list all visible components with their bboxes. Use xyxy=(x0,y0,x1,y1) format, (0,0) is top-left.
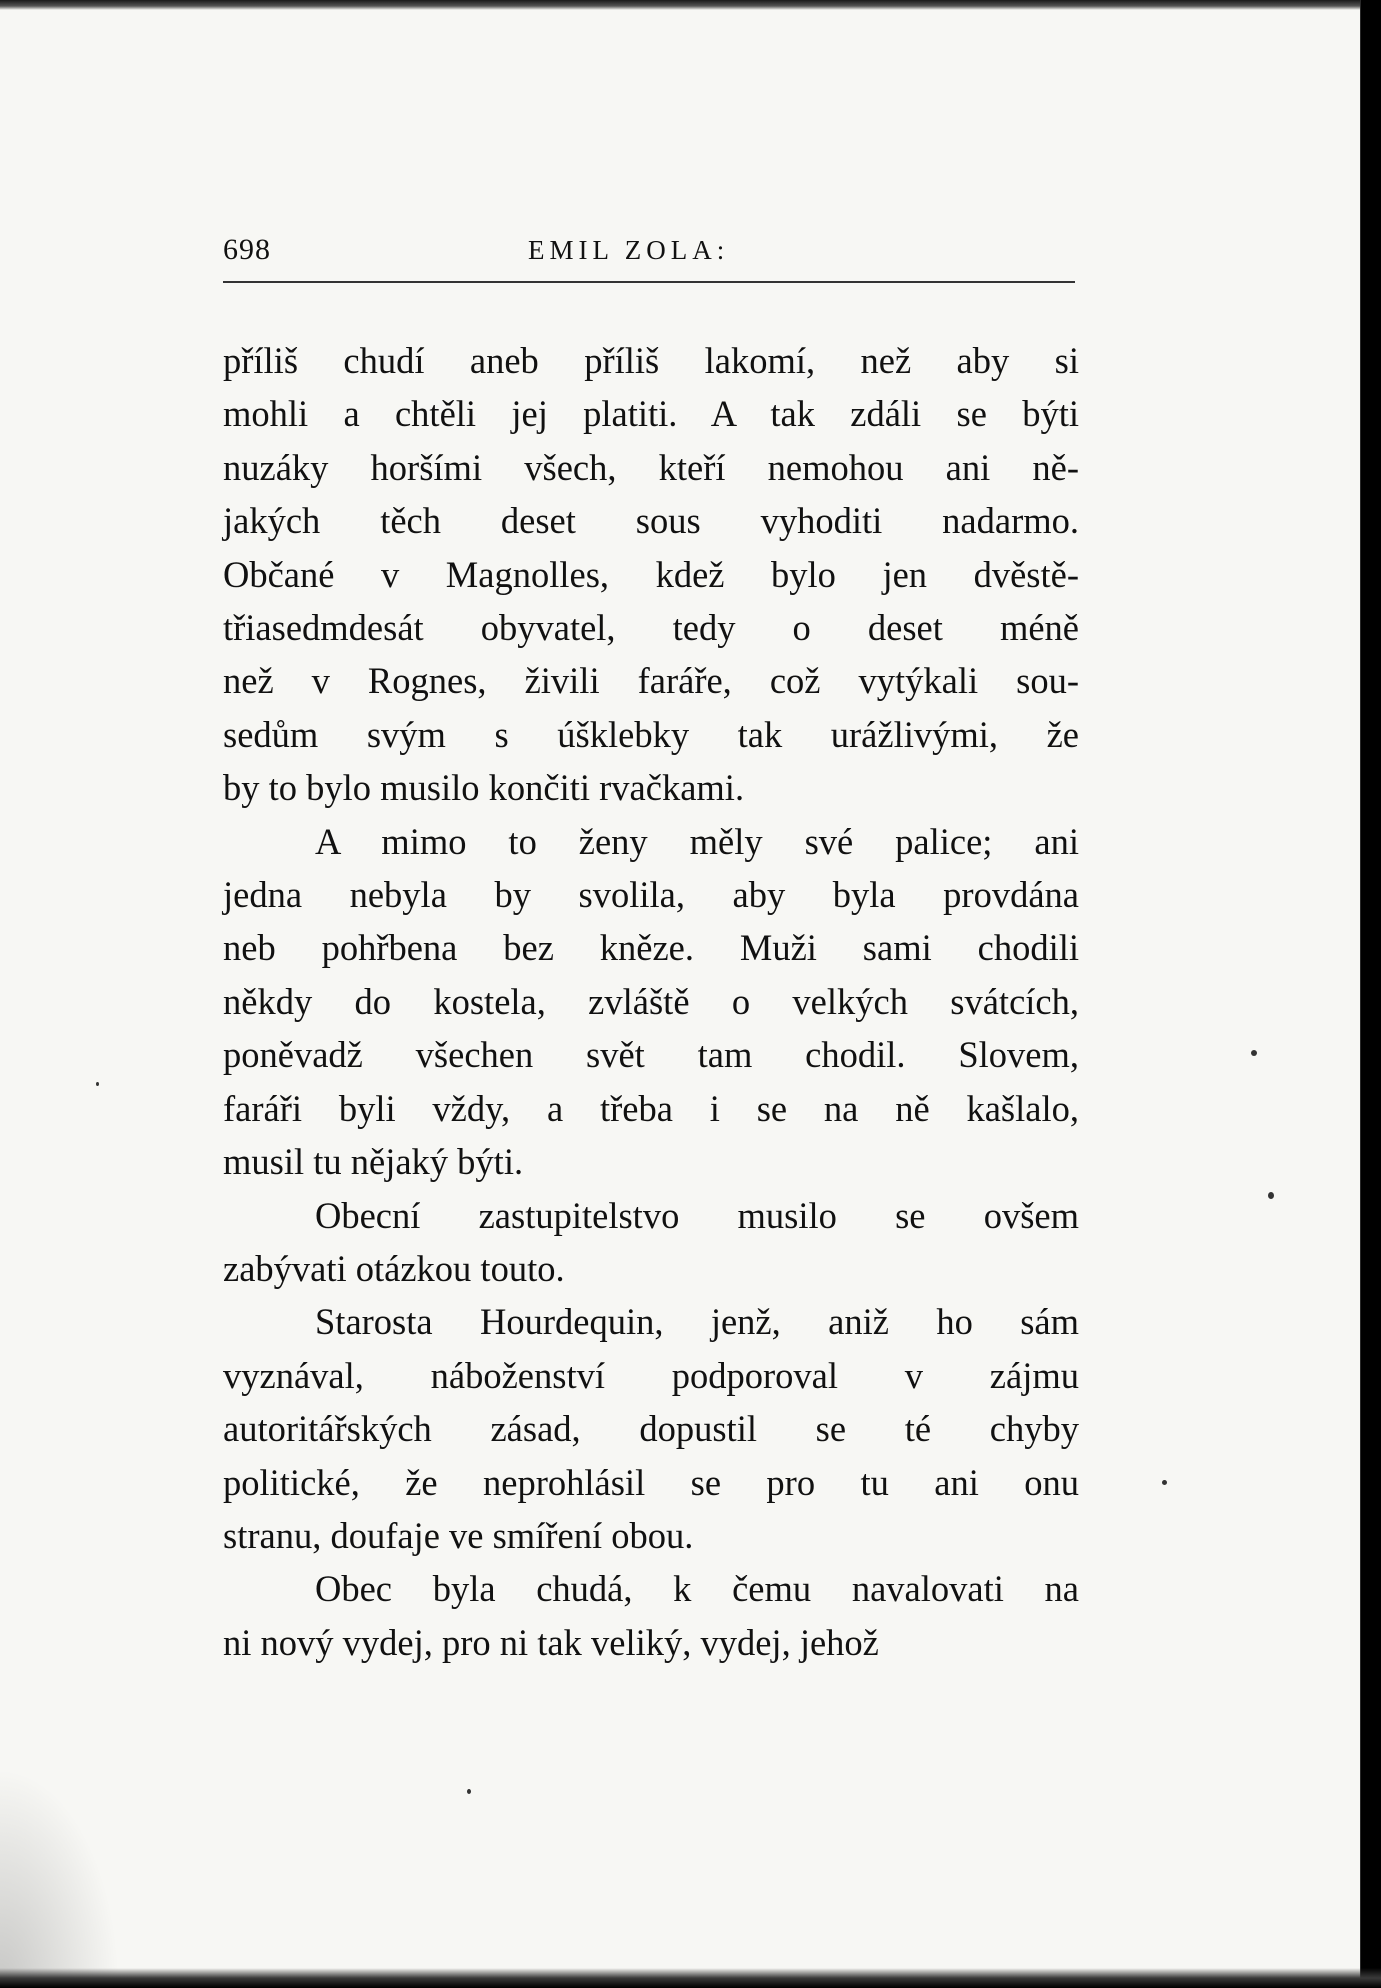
paragraph xyxy=(223,334,1079,815)
ink-speck xyxy=(1268,1192,1274,1199)
page-number: 698 xyxy=(223,233,271,266)
text-line: jedna nebyla by svolila, aby byla provdána xyxy=(223,874,1079,916)
text-line: poněvadž všechen svět tam chodil. Slovem, xyxy=(223,1034,1079,1076)
text-line: zabývati otázkou touto. xyxy=(223,1247,565,1289)
text-line: někdy do kostela, zvláště o velkých svátcích, xyxy=(223,980,1079,1022)
header-rule xyxy=(223,281,1075,283)
running-head: EMIL ZOLA: xyxy=(528,235,730,265)
text-line: vyznával, náboženství podporoval v zájmu xyxy=(223,1354,1079,1396)
ink-speck xyxy=(467,1789,471,1794)
ink-speck xyxy=(96,1082,99,1086)
text-line: Občané v Magnolles, kdež bylo jen dvěstě- xyxy=(223,553,1079,595)
text-line: A mimo to ženy měly své palice; ani xyxy=(315,820,1079,862)
text-line: by to bylo musilo končiti rvačkami. xyxy=(223,767,745,809)
text-line: nuzáky horšími všech, kteří nemohou ani ně- xyxy=(223,446,1079,488)
text-line: musil tu nějaký býti. xyxy=(223,1141,524,1183)
scan-edge-top xyxy=(0,0,1381,10)
scan-edge-bottom xyxy=(0,1968,1381,1988)
text-line: sedům svým s úšklebky tak urážlivými, že xyxy=(223,713,1079,755)
page-header xyxy=(223,225,1073,275)
scan-smudge xyxy=(0,1768,120,1988)
text-line: neb pohřbena bez kněze. Muži sami chodili xyxy=(223,927,1079,969)
text-line: Obecní zastupitelstvo musilo se ovšem xyxy=(315,1194,1079,1236)
body-text xyxy=(223,334,1079,1669)
text-line: než v Rognes, živili faráře, což vytýkali sou- xyxy=(223,660,1079,702)
text-line: příliš chudí aneb příliš lakomí, než aby si xyxy=(223,340,1079,381)
paragraph xyxy=(223,1295,1079,1562)
paragraph xyxy=(223,1189,1079,1296)
text-line: faráři byli vždy, a třeba i se na ně kašlalo, xyxy=(223,1087,1079,1129)
text-line: třiasedmdesát obyvatel, tedy o deset méně xyxy=(223,607,1079,649)
paragraph xyxy=(223,815,1079,1189)
text-line: autoritářských zásad, dopustil se té chyby xyxy=(223,1408,1079,1450)
ink-speck xyxy=(1251,1050,1257,1056)
text-line: jakých těch deset sous vyhoditi nadarmo. xyxy=(223,500,1079,542)
text-line: Starosta Hourdequin, jenž, aniž ho sám xyxy=(315,1301,1079,1343)
text-line: stranu, doufaje ve smíření obou. xyxy=(223,1514,694,1556)
text-line: Obec byla chudá, k čemu navalovati na xyxy=(315,1568,1079,1610)
text-line: ni nový vydej, pro ni tak veliký, vydej, jehož xyxy=(223,1621,879,1663)
scan-edge-right xyxy=(1361,0,1381,1988)
paragraph xyxy=(223,1562,1079,1669)
text-line: mohli a chtěli jej platiti. A tak zdáli se býti xyxy=(223,393,1079,435)
text-line: politické, že neprohlásil se pro tu ani onu xyxy=(223,1461,1079,1503)
ink-speck xyxy=(1162,1480,1167,1485)
